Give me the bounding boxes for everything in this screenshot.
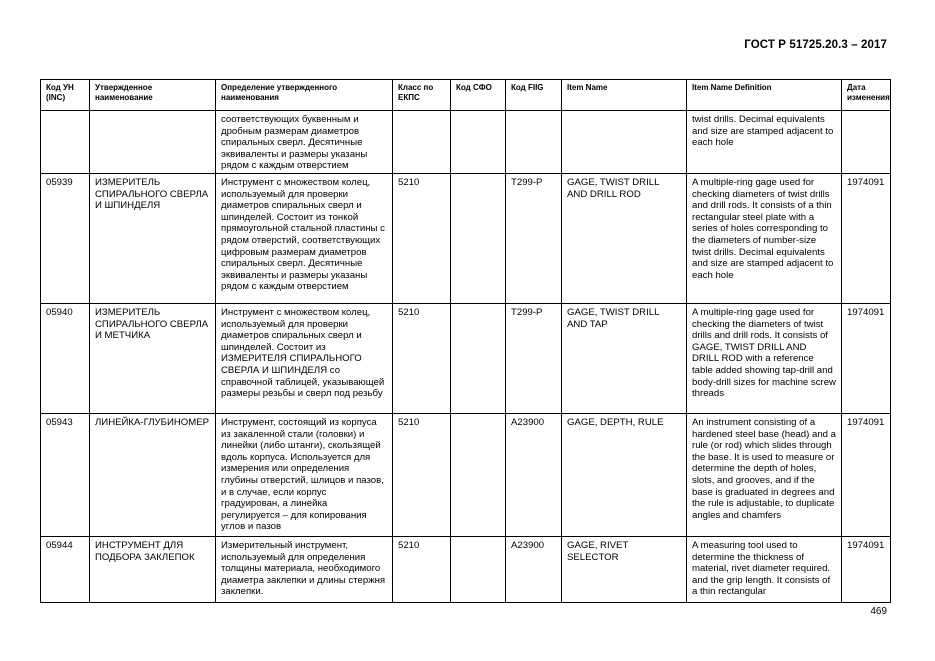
cell-item-definition: A measuring tool used to determine the thickness of material, rivet diameter required. and the grip length. It consists of a thin rectangular [687, 536, 842, 602]
table-row [41, 173, 891, 303]
table-row [41, 536, 891, 602]
cell-date: 1974091 [842, 536, 891, 602]
cell-sfo [451, 536, 506, 602]
cell-item-name: GAGE, DEPTH, RULE [562, 413, 687, 536]
cell-date: 1974091 [842, 413, 891, 536]
col-header-inc: Код УН (INC) [41, 80, 90, 111]
col-header-approved-name: Утвержденное наименование [90, 80, 216, 111]
table-row [41, 413, 891, 536]
cell-definition: Инструмент, состоящий из корпуса из закаленной стали (головки) и линейки (либо штанги), скользящей вдоль корпуса. Используется для измерения или определения глубины отверстий, шлицов и пазов, и в случае, если корпус градуирован, а линейка регулируется – для копирования углов и пазов [216, 413, 393, 536]
cell-class: 5210 [393, 303, 451, 413]
cell-fiig: T299-P [506, 303, 562, 413]
cell-class: 5210 [393, 536, 451, 602]
cell-item-definition: A multiple-ring gage used for checking diameters of twist drills and drill rods. It consists of a thin rectangular steel plate with a series of holes corresponding to the diameters of number-size twist drills. Decimal equivalents and size are stamped adjacent to each hole [687, 173, 842, 303]
cell-fiig: A23900 [506, 536, 562, 602]
cell-approved-name: ИЗМЕРИТЕЛЬ СПИРАЛЬНОГО СВЕРЛА И ШПИНДЕЛЯ [90, 173, 216, 303]
cell-sfo [451, 413, 506, 536]
col-header-date: Дата изменения [842, 80, 891, 111]
cell-date [842, 111, 891, 174]
cell-approved-name: ЛИНЕЙКА-ГЛУБИНОМЕР [90, 413, 216, 536]
cell-inc: 05943 [41, 413, 90, 536]
cell-approved-name: ИНСТРУМЕНТ ДЛЯ ПОДБОРА ЗАКЛЕПОК [90, 536, 216, 602]
cell-item-name: GAGE, TWIST DRILL AND TAP [562, 303, 687, 413]
cell-sfo [451, 173, 506, 303]
cell-inc [41, 111, 90, 174]
cell-item-definition: twist drills. Decimal equivalents and size are stamped adjacent to each hole [687, 111, 842, 174]
cell-definition: Инструмент с множеством колец, используемый для проверки диаметров спиральных сверл и шпинделей. Состоит из ИЗМЕРИТЕЛЯ СПИРАЛЬНОГО СВЕРЛА И ШПИНДЕЛЯ со справочной таблицей, указывающей размеры резьбы и сверл под резьбу [216, 303, 393, 413]
cell-approved-name [90, 111, 216, 174]
col-header-item-name: Item Name [562, 80, 687, 111]
cell-approved-name: ИЗМЕРИТЕЛЬ СПИРАЛЬНОГО СВЕРЛА И МЕТЧИКА [90, 303, 216, 413]
cell-class: 5210 [393, 173, 451, 303]
cell-inc: 05940 [41, 303, 90, 413]
cell-sfo [451, 111, 506, 174]
cell-item-name: GAGE, RIVET SELECTOR [562, 536, 687, 602]
cell-definition: соответствующих буквенным и дробным размерам диаметров спиральных сверл. Десятичные эквиваленты и размеры указаны рядом с каждым отверстием [216, 111, 393, 174]
cell-date: 1974091 [842, 303, 891, 413]
cell-fiig: T299-P [506, 173, 562, 303]
cell-class: 5210 [393, 413, 451, 536]
cell-definition: Инструмент с множеством колец, используемый для проверки диаметров спиральных сверл и шпинделей. Состоит из тонкой прямоугольной стальной пластины с рядом отверстий, соответствующих цифровым размерам диаметров спиральных сверл. Десятичные эквиваленты и размеры указаны рядом с каждым отверстием [216, 173, 393, 303]
table-row [41, 111, 891, 174]
col-header-item-definition: Item Name Definition [687, 80, 842, 111]
cell-inc: 05939 [41, 173, 90, 303]
cell-item-definition: An instrument consisting of a hardened steel base (head) and a rule (or rod) which slides through the base. It is used to measure or determine the depth of holes, slots, and grooves, and if the base is graduated in degrees and the rule is adjustable, to duplicate angles and chamfers [687, 413, 842, 536]
cell-inc: 05944 [41, 536, 90, 602]
table-header-row [41, 80, 891, 111]
col-header-sfo: Код СФО [451, 80, 506, 111]
cell-sfo [451, 303, 506, 413]
cell-fiig: A23900 [506, 413, 562, 536]
cell-item-definition: A multiple-ring gage used for checking the diameters of twist drills and drill rods. It consists of GAGE, TWIST DRILL AND DRILL ROD with a reference table added showing tap-drill and body-drill sizes for machine screw threads [687, 303, 842, 413]
nomenclature-table [40, 79, 891, 603]
cell-date: 1974091 [842, 173, 891, 303]
col-header-definition: Определение утвержденного наименования [216, 80, 393, 111]
page-number: 469 [870, 606, 887, 617]
cell-class [393, 111, 451, 174]
col-header-class: Класс по ЕКПС [393, 80, 451, 111]
cell-item-name: GAGE, TWIST DRILL AND DRILL ROD [562, 173, 687, 303]
cell-item-name [562, 111, 687, 174]
cell-definition: Измерительный инструмент, используемый для определения толщины материала, необходимого диаметра заклепки и длины стержня заклепки. [216, 536, 393, 602]
col-header-fiig: Код FIIG [506, 80, 562, 111]
document-code: ГОСТ Р 51725.20.3 – 2017 [744, 39, 887, 51]
cell-fiig [506, 111, 562, 174]
table-row [41, 303, 891, 413]
